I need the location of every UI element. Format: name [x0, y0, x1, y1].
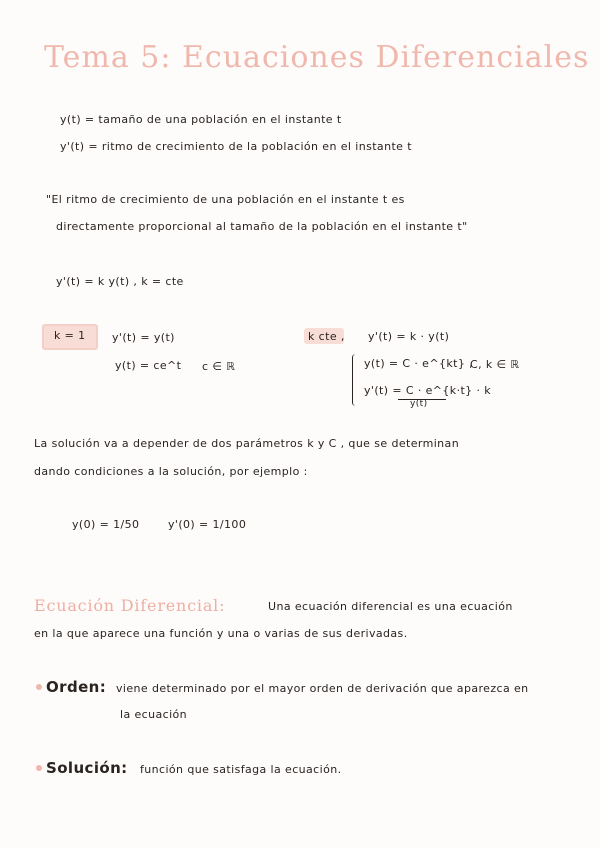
orden-line-1: viene determinado por el mayor orden de derivación que aparezca en — [116, 682, 529, 695]
ecuacion-line-2: en la que aparece una función y una o varias de sus derivadas. — [34, 627, 408, 640]
page-title: Tema 5: Ecuaciones Diferenciales — [44, 40, 590, 75]
definition-line-1: y(t) = tamaño de una población en el instante t — [60, 113, 342, 126]
condition-2: y'(0) = 1/100 — [168, 518, 247, 531]
system-equation-1: y(t) = C · e^{kt} , — [364, 357, 474, 370]
kcte-label: k cte , — [308, 330, 345, 343]
solution-line-1: La solución va a depender de dos parámetros k y C , que se determinan — [34, 437, 460, 450]
k1-equation-2: y(t) = ce^t — [115, 359, 182, 372]
system-condition: C, k ∈ ℝ — [470, 358, 520, 371]
quote-line-2: directamente proporcional al tamaño de la población en el instante t" — [56, 220, 468, 233]
solution-line-2: dando condiciones a la solución, por ejemplo : — [34, 465, 308, 478]
quote-line-1: "El ritmo de crecimiento de una población en el instante t es — [46, 193, 405, 206]
solucion-term: Solución: — [46, 759, 128, 777]
orden-term: Orden: — [46, 678, 107, 696]
system-brace — [352, 354, 359, 406]
definition-line-2: y'(t) = ritmo de crecimiento de la población en el instante t — [60, 140, 412, 153]
system-equation-2: y'(t) = C · e^{k·t} · k — [364, 384, 492, 397]
main-equation: y'(t) = k y(t) , k = cte — [56, 275, 184, 288]
condition-1: y(0) = 1/50 — [72, 518, 140, 531]
k1-label: k = 1 — [54, 329, 86, 342]
solucion-text: función que satisfaga la ecuación. — [140, 763, 342, 776]
k1-condition: c ∈ ℝ — [202, 360, 236, 373]
system-equation-2-under: y(t) — [410, 399, 428, 409]
ecuacion-line-1: Una ecuación diferencial es una ecuación — [268, 600, 513, 613]
kcte-equation: y'(t) = k · y(t) — [368, 330, 450, 343]
orden-line-2: la ecuación — [120, 708, 188, 721]
k1-equation-1: y'(t) = y(t) — [112, 331, 175, 344]
orden-bullet — [36, 684, 42, 690]
ecuacion-heading: Ecuación Diferencial: — [34, 596, 226, 615]
solucion-bullet — [36, 765, 42, 771]
